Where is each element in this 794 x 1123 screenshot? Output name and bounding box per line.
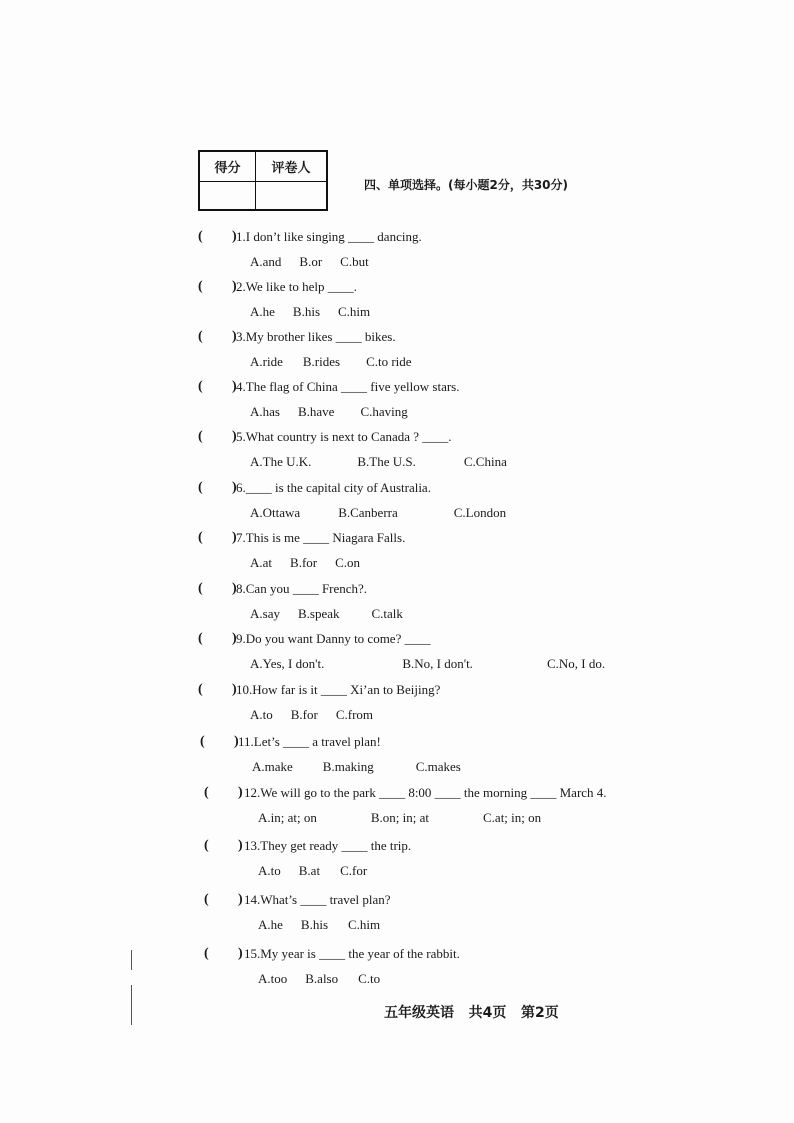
option-a: A.say [250, 606, 280, 621]
answer-paren-open: ( [204, 838, 209, 853]
option-list [258, 917, 400, 933]
option-a: A.to [258, 863, 281, 878]
option-list [250, 707, 393, 723]
answer-paren-open: ( [204, 785, 209, 800]
answer-paren-open: ( [198, 631, 203, 646]
question-stem: 7.This is me ____ Niagara Falls. [236, 530, 406, 545]
question-item [0, 682, 794, 732]
option-c: C.to ride [366, 354, 412, 369]
score-cell [200, 182, 256, 209]
option-list [250, 354, 432, 370]
answer-paren-open: ( [198, 379, 203, 394]
answer-paren-close: ) [232, 229, 237, 244]
option-a: A.make [252, 759, 293, 774]
option-b: B.No, I don't. [402, 656, 473, 671]
option-list [258, 971, 400, 987]
scan-edge-mark [131, 985, 132, 1025]
scan-edge-mark [131, 950, 132, 970]
option-list [250, 304, 390, 320]
option-b: B.rides [302, 354, 341, 369]
question-stem: 14.What’s ____ travel plan? [244, 892, 391, 907]
option-a: A.he [258, 917, 283, 932]
answer-paren-open: ( [204, 892, 209, 907]
option-list [258, 810, 561, 826]
option-b: B.also [305, 971, 339, 986]
score-header: 得分 [200, 152, 256, 182]
option-c: C.him [348, 917, 381, 932]
question-item [0, 229, 794, 279]
answer-paren-close: ) [232, 279, 237, 294]
answer-paren-close: ) [232, 429, 237, 444]
answer-paren-open: ( [198, 581, 203, 596]
question-stem: 1.I don’t like singing ____ dancing. [236, 229, 422, 244]
option-c: C.him [338, 304, 371, 319]
option-list [250, 656, 625, 672]
option-b: B.for [290, 707, 318, 722]
question-stem: 4.The flag of China ____ five yellow stars. [236, 379, 460, 394]
option-b: B.making [322, 759, 374, 774]
option-list [250, 404, 428, 420]
question-stem: 2.We like to help ____. [236, 279, 357, 294]
option-c: C.having [360, 404, 408, 419]
answer-paren-close: ) [232, 480, 237, 495]
question-stem: 10.How far is it ____ Xi’an to Beijing? [236, 682, 441, 697]
question-stem: 5.What country is next to Canada ? ____. [236, 429, 452, 444]
question-item [0, 379, 794, 429]
option-b: B.on; in; at [370, 810, 429, 825]
answer-paren-close: ) [238, 946, 243, 961]
page-footer: 五年级英语 共4页 第2页 [384, 1005, 559, 1021]
grader-header: 评卷人 [256, 152, 326, 182]
option-b: B.his [292, 304, 321, 319]
section-title: 四、单项选择。(每小题2分，共30分) [364, 178, 569, 192]
question-stem: 9.Do you want Danny to come? ____ [236, 631, 431, 646]
answer-paren-close: ) [232, 682, 237, 697]
answer-paren-close: ) [238, 838, 243, 853]
question-stem: 6.____ is the capital city of Australia. [236, 480, 431, 495]
option-b: B.or [299, 254, 323, 269]
question-item [0, 480, 794, 530]
option-a: A.in; at; on [258, 810, 317, 825]
option-a: A.Yes, I don't. [250, 656, 325, 671]
option-c: C.talk [371, 606, 403, 621]
option-c: C.China [463, 454, 507, 469]
option-c: C.London [453, 505, 507, 520]
question-item [0, 530, 794, 580]
option-a: A.to [250, 707, 273, 722]
option-list [252, 759, 481, 775]
answer-paren-close: ) [232, 581, 237, 596]
score-table [198, 150, 328, 211]
question-item [0, 279, 794, 329]
question-item [0, 946, 794, 996]
option-c: C.on [335, 555, 361, 570]
option-b: B.speak [297, 606, 340, 621]
answer-paren-open: ( [198, 229, 203, 244]
answer-paren-open: ( [198, 429, 203, 444]
option-list [258, 863, 387, 879]
option-a: A.at [250, 555, 273, 570]
option-a: A.Ottawa [250, 505, 301, 520]
answer-paren-open: ( [200, 734, 205, 749]
option-a: A.too [258, 971, 288, 986]
question-stem: 8.Can you ____ French?. [236, 581, 368, 596]
option-list [250, 254, 389, 270]
question-stem: 3.My brother likes ____ bikes. [236, 329, 396, 344]
option-list [250, 505, 526, 521]
answer-paren-close: ) [232, 379, 237, 394]
option-b: B.for [290, 555, 318, 570]
question-item [0, 734, 794, 784]
option-a: A.he [250, 304, 275, 319]
answer-paren-close: ) [238, 892, 243, 907]
answer-paren-close: ) [232, 530, 237, 545]
option-list [250, 606, 423, 622]
option-c: C.but [340, 254, 369, 269]
option-b: B.his [300, 917, 329, 932]
question-stem: 11.Let’s ____ a travel plan! [238, 734, 381, 749]
option-c: C.at; in; on [483, 810, 542, 825]
option-c: C.for [340, 863, 368, 878]
question-item [0, 581, 794, 631]
option-c: C.from [335, 707, 374, 722]
answer-paren-open: ( [198, 279, 203, 294]
option-b: B.at [298, 863, 321, 878]
option-a: A.and [250, 254, 282, 269]
answer-paren-open: ( [204, 946, 209, 961]
question-item [0, 838, 794, 888]
option-list [250, 454, 527, 470]
option-a: A.has [250, 404, 280, 419]
answer-paren-open: ( [198, 480, 203, 495]
question-stem: 13.They get ready ____ the trip. [244, 838, 412, 853]
option-b: B.The U.S. [357, 454, 416, 469]
option-c: C.to [358, 971, 381, 986]
question-item [0, 785, 794, 835]
option-list [250, 555, 380, 571]
option-c: C.No, I do. [546, 656, 606, 671]
option-b: B.have [297, 404, 335, 419]
answer-paren-close: ) [232, 329, 237, 344]
answer-paren-close: ) [234, 734, 239, 749]
answer-paren-open: ( [198, 530, 203, 545]
question-stem: 12.We will go to the park ____ 8:00 ____ the morning ____ March 4. [244, 785, 607, 800]
option-c: C.makes [415, 759, 461, 774]
question-item [0, 631, 794, 681]
answer-paren-close: ) [238, 785, 243, 800]
option-b: B.Canberra [338, 505, 398, 520]
grader-cell [256, 182, 326, 209]
question-item [0, 892, 794, 942]
option-a: A.The U.K. [250, 454, 312, 469]
answer-paren-close: ) [232, 631, 237, 646]
option-a: A.ride [250, 354, 283, 369]
question-item [0, 329, 794, 379]
answer-paren-open: ( [198, 682, 203, 697]
question-item [0, 429, 794, 479]
answer-paren-open: ( [198, 329, 203, 344]
question-stem: 15.My year is ____ the year of the rabbit. [244, 946, 460, 961]
